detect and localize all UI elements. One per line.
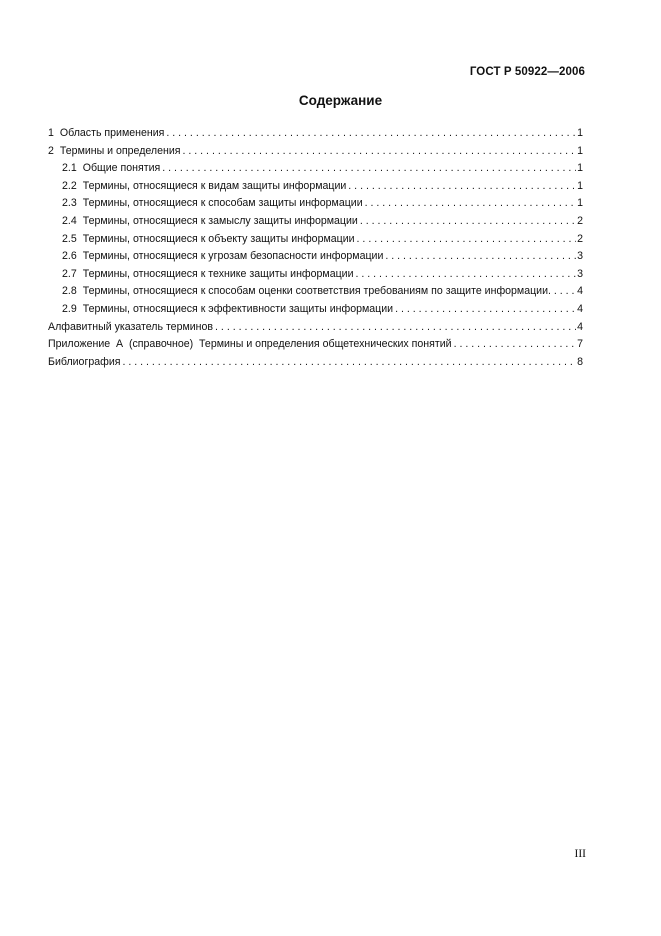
toc-entry-page: 4 — [577, 302, 583, 315]
dot-leader — [385, 248, 576, 266]
toc-entry-2-6[interactable] — [48, 248, 583, 266]
toc-entry-page: 1 — [577, 127, 583, 139]
toc-entry-2-7[interactable] — [48, 266, 583, 284]
toc-entry-appendix-a[interactable] — [48, 336, 583, 354]
toc-entry-page: 3 — [577, 250, 583, 263]
toc-entry-bibliography[interactable] — [48, 354, 583, 372]
dot-leader — [348, 178, 576, 196]
dot-leader — [356, 266, 577, 284]
toc-entry-2-4[interactable] — [48, 213, 583, 231]
toc-entry-number: 2.3 — [62, 197, 77, 210]
toc-entry-page: 8 — [577, 355, 583, 368]
toc-entry-2-2[interactable] — [48, 178, 583, 196]
toc-entry-page: 4 — [577, 285, 583, 298]
dot-leader — [454, 336, 577, 354]
standard-code: ГОСТ Р 50922—2006 — [469, 66, 585, 78]
toc-entry-2-1[interactable] — [48, 160, 583, 178]
page-title: Содержание — [298, 93, 383, 108]
toc-entry-label: Приложение А (справочное) Термины и определения общетехнических понятий — [48, 338, 452, 351]
toc-entry-2-8[interactable] — [48, 283, 583, 301]
toc-entry-2-9[interactable] — [48, 301, 583, 319]
toc-entry-number: 2.1 — [62, 162, 77, 175]
toc-entry-number: 1 — [48, 127, 54, 139]
dot-leader — [162, 160, 576, 178]
toc-entry-page: 1 — [577, 144, 583, 157]
toc-entry-number: 2.6 — [62, 250, 77, 263]
toc-entry-page: 7 — [577, 338, 583, 351]
toc-entry-label: Библиография — [48, 355, 121, 368]
toc-entry-label: Термины, относящиеся к эффективности защиты информации — [82, 302, 394, 315]
toc-entry-index[interactable] — [48, 319, 583, 337]
page-number: III — [574, 848, 586, 860]
toc-entry-label: Термины, относящиеся к угрозам безопасности информации — [82, 250, 384, 263]
toc-entry-page: 1 — [577, 162, 583, 175]
dot-leader — [548, 283, 577, 301]
toc-entry-number: 2.4 — [62, 214, 77, 227]
dot-leader — [357, 231, 577, 249]
toc-entry-label: Термины, относящиеся к видам защиты информации — [82, 179, 347, 192]
toc-entry-page: 4 — [577, 320, 583, 333]
toc-entry-page: 1 — [577, 197, 583, 210]
toc-entry-number: 2.8 — [62, 285, 77, 298]
dot-leader — [122, 354, 576, 372]
toc-entry-label: Термины, относящиеся к технике защиты информации — [82, 267, 354, 280]
toc-entry-2[interactable] — [48, 143, 583, 161]
toc-entry-number: 2.9 — [62, 302, 77, 315]
toc-entry-label: Термины, относящиеся к объекту защиты информации — [82, 232, 355, 245]
toc-entry-page: 2 — [577, 232, 583, 245]
toc-entry-page: 2 — [577, 214, 583, 227]
toc-entry-label: Термины и определения — [59, 144, 181, 157]
dot-leader — [215, 319, 576, 337]
toc-entry-number: 2 — [48, 144, 54, 157]
toc-entry-2-5[interactable] — [48, 231, 583, 249]
toc-entry-page: 3 — [577, 267, 583, 280]
toc-entry-label: Термины, относящиеся к способам оценки соответствия требованиям по защите информации — [82, 285, 549, 298]
toc-entry-page: 1 — [577, 179, 583, 192]
table-of-contents — [48, 125, 583, 371]
toc-entry-1[interactable] — [48, 125, 583, 143]
toc-entry-label: Область применения — [59, 127, 165, 139]
toc-entry-2-3[interactable] — [48, 195, 583, 213]
toc-entry-number: 2.7 — [62, 267, 77, 280]
toc-entry-label: Алфавитный указатель терминов — [48, 320, 214, 333]
dot-leader — [183, 143, 577, 161]
toc-entry-label: Термины, относящиеся к замыслу защиты информации — [82, 214, 358, 227]
toc-entry-label: Термины, относящиеся к способам защиты информации — [82, 197, 363, 210]
dot-leader — [365, 195, 576, 213]
dot-leader — [395, 301, 576, 319]
dot-leader — [360, 213, 576, 231]
toc-entry-label: Общие понятия — [82, 162, 161, 175]
toc-entry-number: 2.5 — [62, 232, 77, 245]
toc-entry-number: 2.2 — [62, 179, 77, 192]
dot-leader — [166, 125, 576, 143]
